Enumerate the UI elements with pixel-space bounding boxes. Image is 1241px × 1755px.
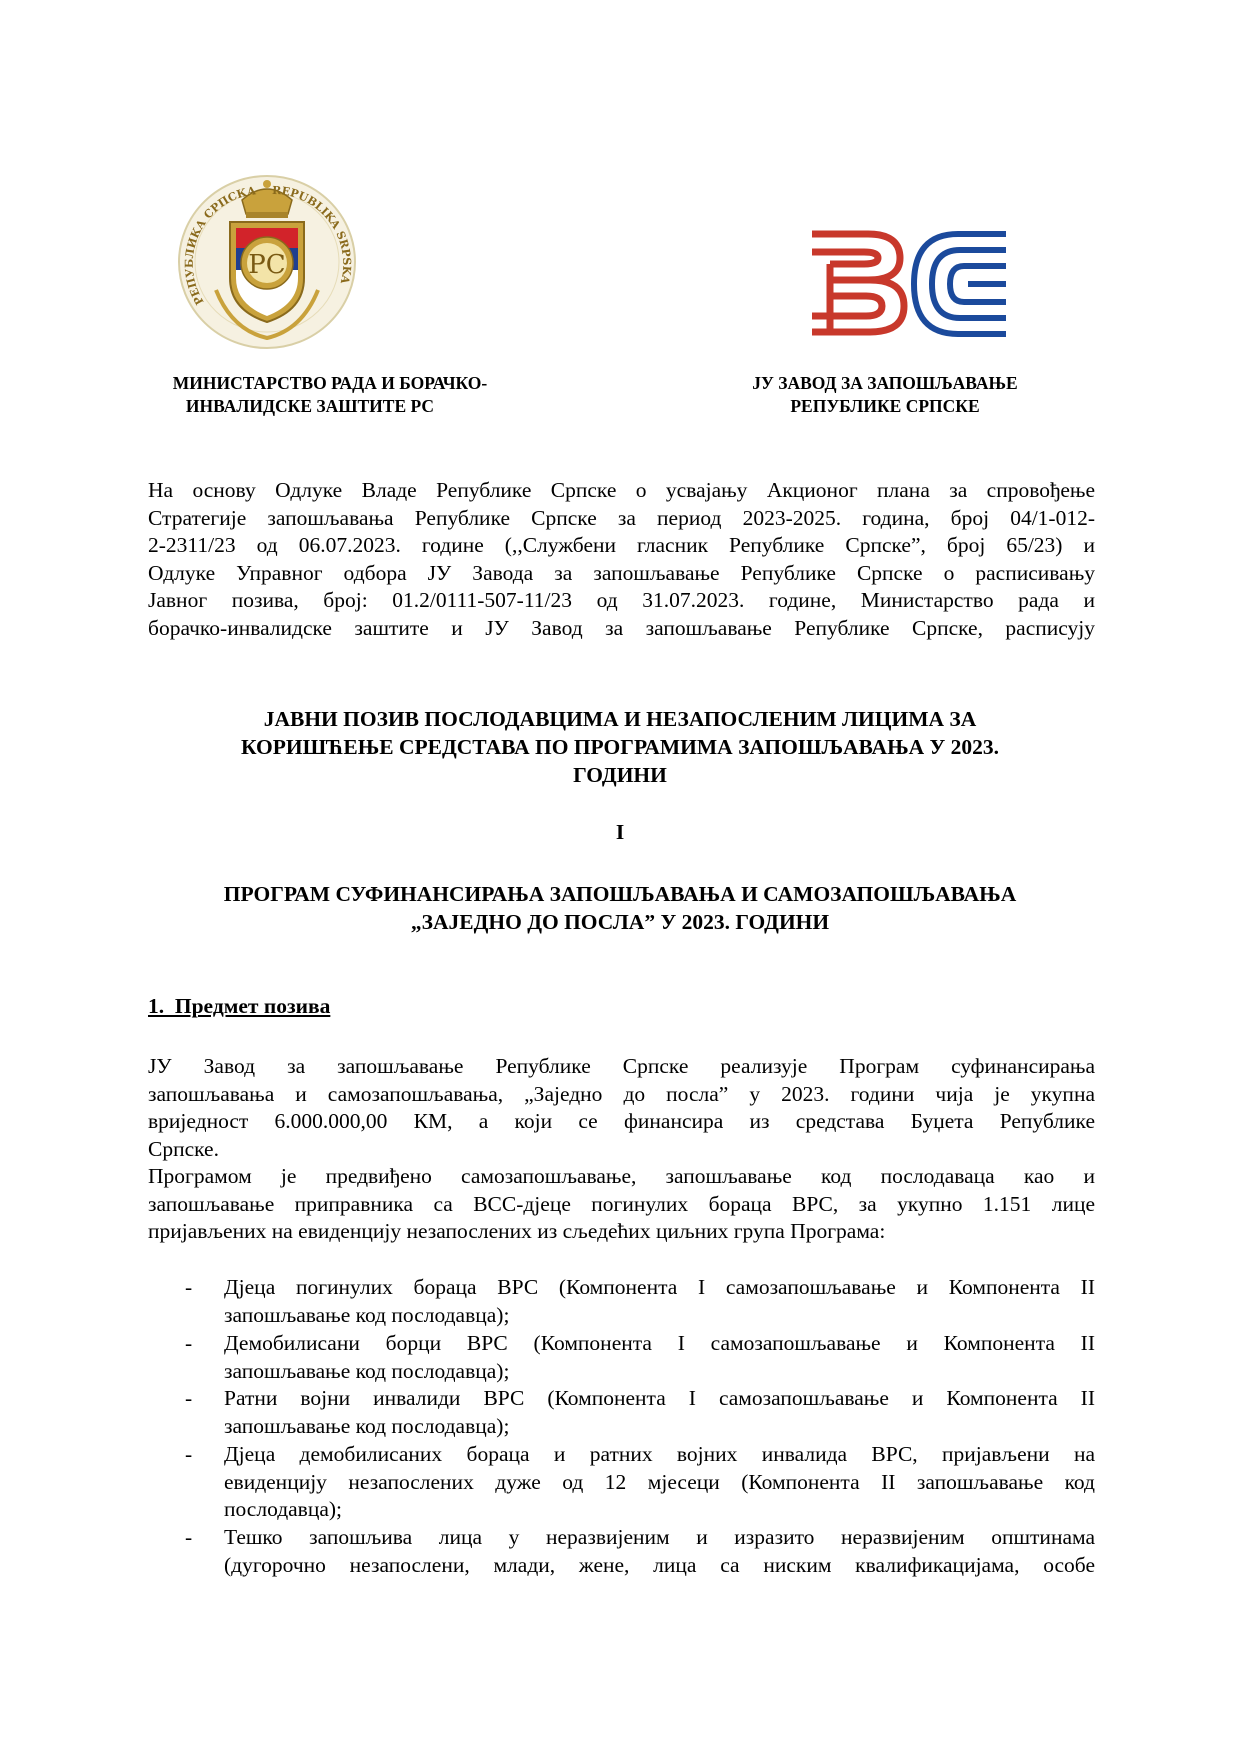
list-item-line: евиденцију незапослених дуже од 12 мјесеци (Компонента II запошљавање код: [224, 1469, 1095, 1494]
employment-bureau-logo: [808, 228, 1008, 340]
program-title: [120, 880, 1120, 936]
program-title-line: „ЗАЈЕДНО ДО ПОСЛА” У 2023. ГОДИНИ: [410, 910, 830, 934]
list-dash: -: [185, 1331, 193, 1355]
para2-line: пријављених на евиденцију незапослених из сљедећих циљних група Програма:: [148, 1219, 886, 1244]
ministry-name-line-2: ИНВАЛИДСКЕ ЗАШТИТЕ РС: [185, 396, 435, 416]
list-dash: -: [185, 1442, 193, 1466]
bureau-name: [720, 372, 1050, 418]
ministry-name-line-1: МИНИСТАРСТВО РАДА И БОРАЧКО-: [172, 373, 488, 393]
list-item-line: Тешко запошљива лица у неразвијеним и изразито неразвијеним општинама: [224, 1525, 1095, 1549]
section-heading: 1. Предмет позива: [148, 994, 331, 1018]
para1-line: вриједност 6.000.000,00 КМ, а који се финансира из средстава Буџета Републике: [148, 1109, 1095, 1134]
list-dash: -: [185, 1386, 193, 1410]
ministry-name: [120, 372, 540, 418]
title-line: ГОДИНИ: [573, 763, 667, 787]
bureau-name-line-2: РЕПУБЛИКЕ СРПСКЕ: [790, 396, 980, 416]
intro-paragraph: [148, 477, 1095, 643]
para2-line: запошљавање приправника са ВСС-дјеце погинулих бораца ВРС, за укупно 1.151 лице: [148, 1191, 1095, 1216]
list-item-line: запошљавање код послодавца);: [224, 1302, 510, 1327]
program-title-line: ПРОГРАМ СУФИНАНСИРАЊА ЗАПОШЉАВАЊА И САМОЗАПОШЉАВАЊА: [223, 882, 1017, 906]
intro-line: 2-2311/23 од 06.07.2023. године (,,Службени гласник Републике Српске”, број 65/23) и: [148, 533, 1095, 558]
title-line: КОРИШЋЕЊЕ СРЕДСТАВА ПО ПРОГРАМИМА ЗАПОШЉАВАЊА У 2023.: [240, 735, 1000, 759]
intro-line: На основу Одлуке Владе Републике Српске о усвајању Акционог плана за спровођење: [148, 478, 1095, 502]
paragraph-2: [148, 1163, 1095, 1246]
republika-srpska-emblem: [172, 170, 362, 350]
list-dash: -: [185, 1275, 193, 1299]
emblem-text-left: РЕПУБЛИКА СРПСКА: [182, 184, 257, 308]
para1-line: ЈУ Завод за запошљавање Републике Српске реализује Програм суфинансирања: [148, 1054, 1095, 1078]
intro-line: Јавног позива, број: 01.2/0111-507-11/23 од 31.07.2023. године, Министарство рада и: [148, 588, 1095, 613]
intro-line: Стратегије запошљавања Републике Српске за период 2023-2025. година, број 04/1-012-: [148, 505, 1095, 530]
list-item-line: запошљавање код послодавца);: [224, 1358, 510, 1383]
bureau-name-line-1: ЈУ ЗАВОД ЗА ЗАПОШЉАВАЊЕ: [752, 373, 1018, 393]
list-item-line: (дугорочно незапослени, млади, жене, лица са ниским квалификацијама, особе: [224, 1552, 1095, 1577]
list-item-line: Демобилисани борци ВРС (Компонента I самозапошљавање и Компонента II: [224, 1331, 1095, 1355]
list-item-line: Ратни војни инвалиди ВРС (Компонента I самозапошљавање и Компонента II: [224, 1386, 1095, 1410]
roman-numeral: I: [615, 820, 625, 844]
emblem-text-right: REPUBLIKA SRPSKA: [271, 183, 354, 286]
para1-line: запошљавања и самозапошљавања, „Заједно до посла” у 2023. години чија је укупна: [148, 1081, 1095, 1106]
list-dash: -: [185, 1525, 193, 1549]
title-line: ЈАВНИ ПОЗИВ ПОСЛОДАВЦИМА И НЕЗАПОСЛЕНИМ ЛИЦИМА ЗА: [263, 707, 977, 731]
list-item-line: послодавца);: [224, 1497, 343, 1522]
intro-line: борачко-инвалидске заштите и ЈУ Завод за запошљавање Републике Српске, расписују: [148, 615, 1095, 640]
intro-line: Одлуке Управног одбора ЈУ Завода за запошљавање Републике Српске о расписивању: [148, 560, 1095, 585]
list-item-line: Дјеца демобилисаних бораца и ратних војних инвалида ВРС, пријављени на: [224, 1442, 1095, 1466]
para2-line: Програмом је предвиђено самозапошљавање, запошљавање код послодаваца као и: [148, 1164, 1095, 1188]
emblem-monogram: РС: [248, 250, 286, 280]
paragraph-1: [148, 1053, 1095, 1163]
para1-line: Српске.: [148, 1136, 219, 1161]
document-title: [120, 705, 1120, 789]
list-item-line: Дјеца погинулих бораца ВРС (Компонента I самозапошљавање и Компонента II: [224, 1275, 1095, 1299]
list-item-line: запошљавање код послодавца);: [224, 1413, 510, 1438]
